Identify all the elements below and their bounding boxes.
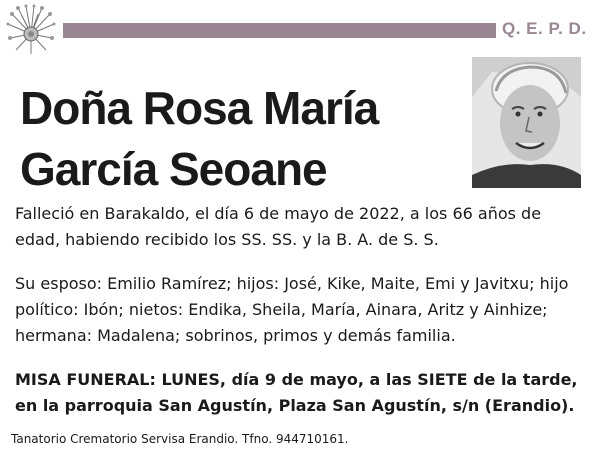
funeral-home-footer: Tanatorio Crematorio Servisa Erandio. Tfno. 944710161. <box>11 432 349 446</box>
header-divider-bar <box>63 23 496 38</box>
death-notice-paragraph: Falleció en Barakaldo, el día 6 de mayo de 2022, a los 66 años de edad, habiendo recibido los SS. SS. y la B. A. de S. S. <box>15 204 542 249</box>
deceased-name-line1: Doña Rosa María <box>20 82 379 134</box>
deceased-portrait <box>472 57 581 188</box>
deceased-name-line2: García Seoane <box>20 143 327 195</box>
family-paragraph: Su esposo: Emilio Ramírez; hijos: José, Kike, Maite, Emi y Javitxu; hijo político: Ibón; nietos: Endika, Sheila, María, Ainara, Aritz y Ainhize; hermana: Madalena; sobrinos, primos y demás familia. <box>15 274 569 345</box>
portrait-image <box>472 57 581 188</box>
qepd-label: Q. E. P. D. <box>502 19 587 38</box>
deceased-name <box>20 78 378 200</box>
funeral-paragraph: MISA FUNERAL: LUNES, día 9 de mayo, a las SIETE de la tarde, en la parroquia San Agustín, Plaza San Agustín, s/n (Erandio). <box>15 370 578 415</box>
flower-icon <box>4 4 58 56</box>
